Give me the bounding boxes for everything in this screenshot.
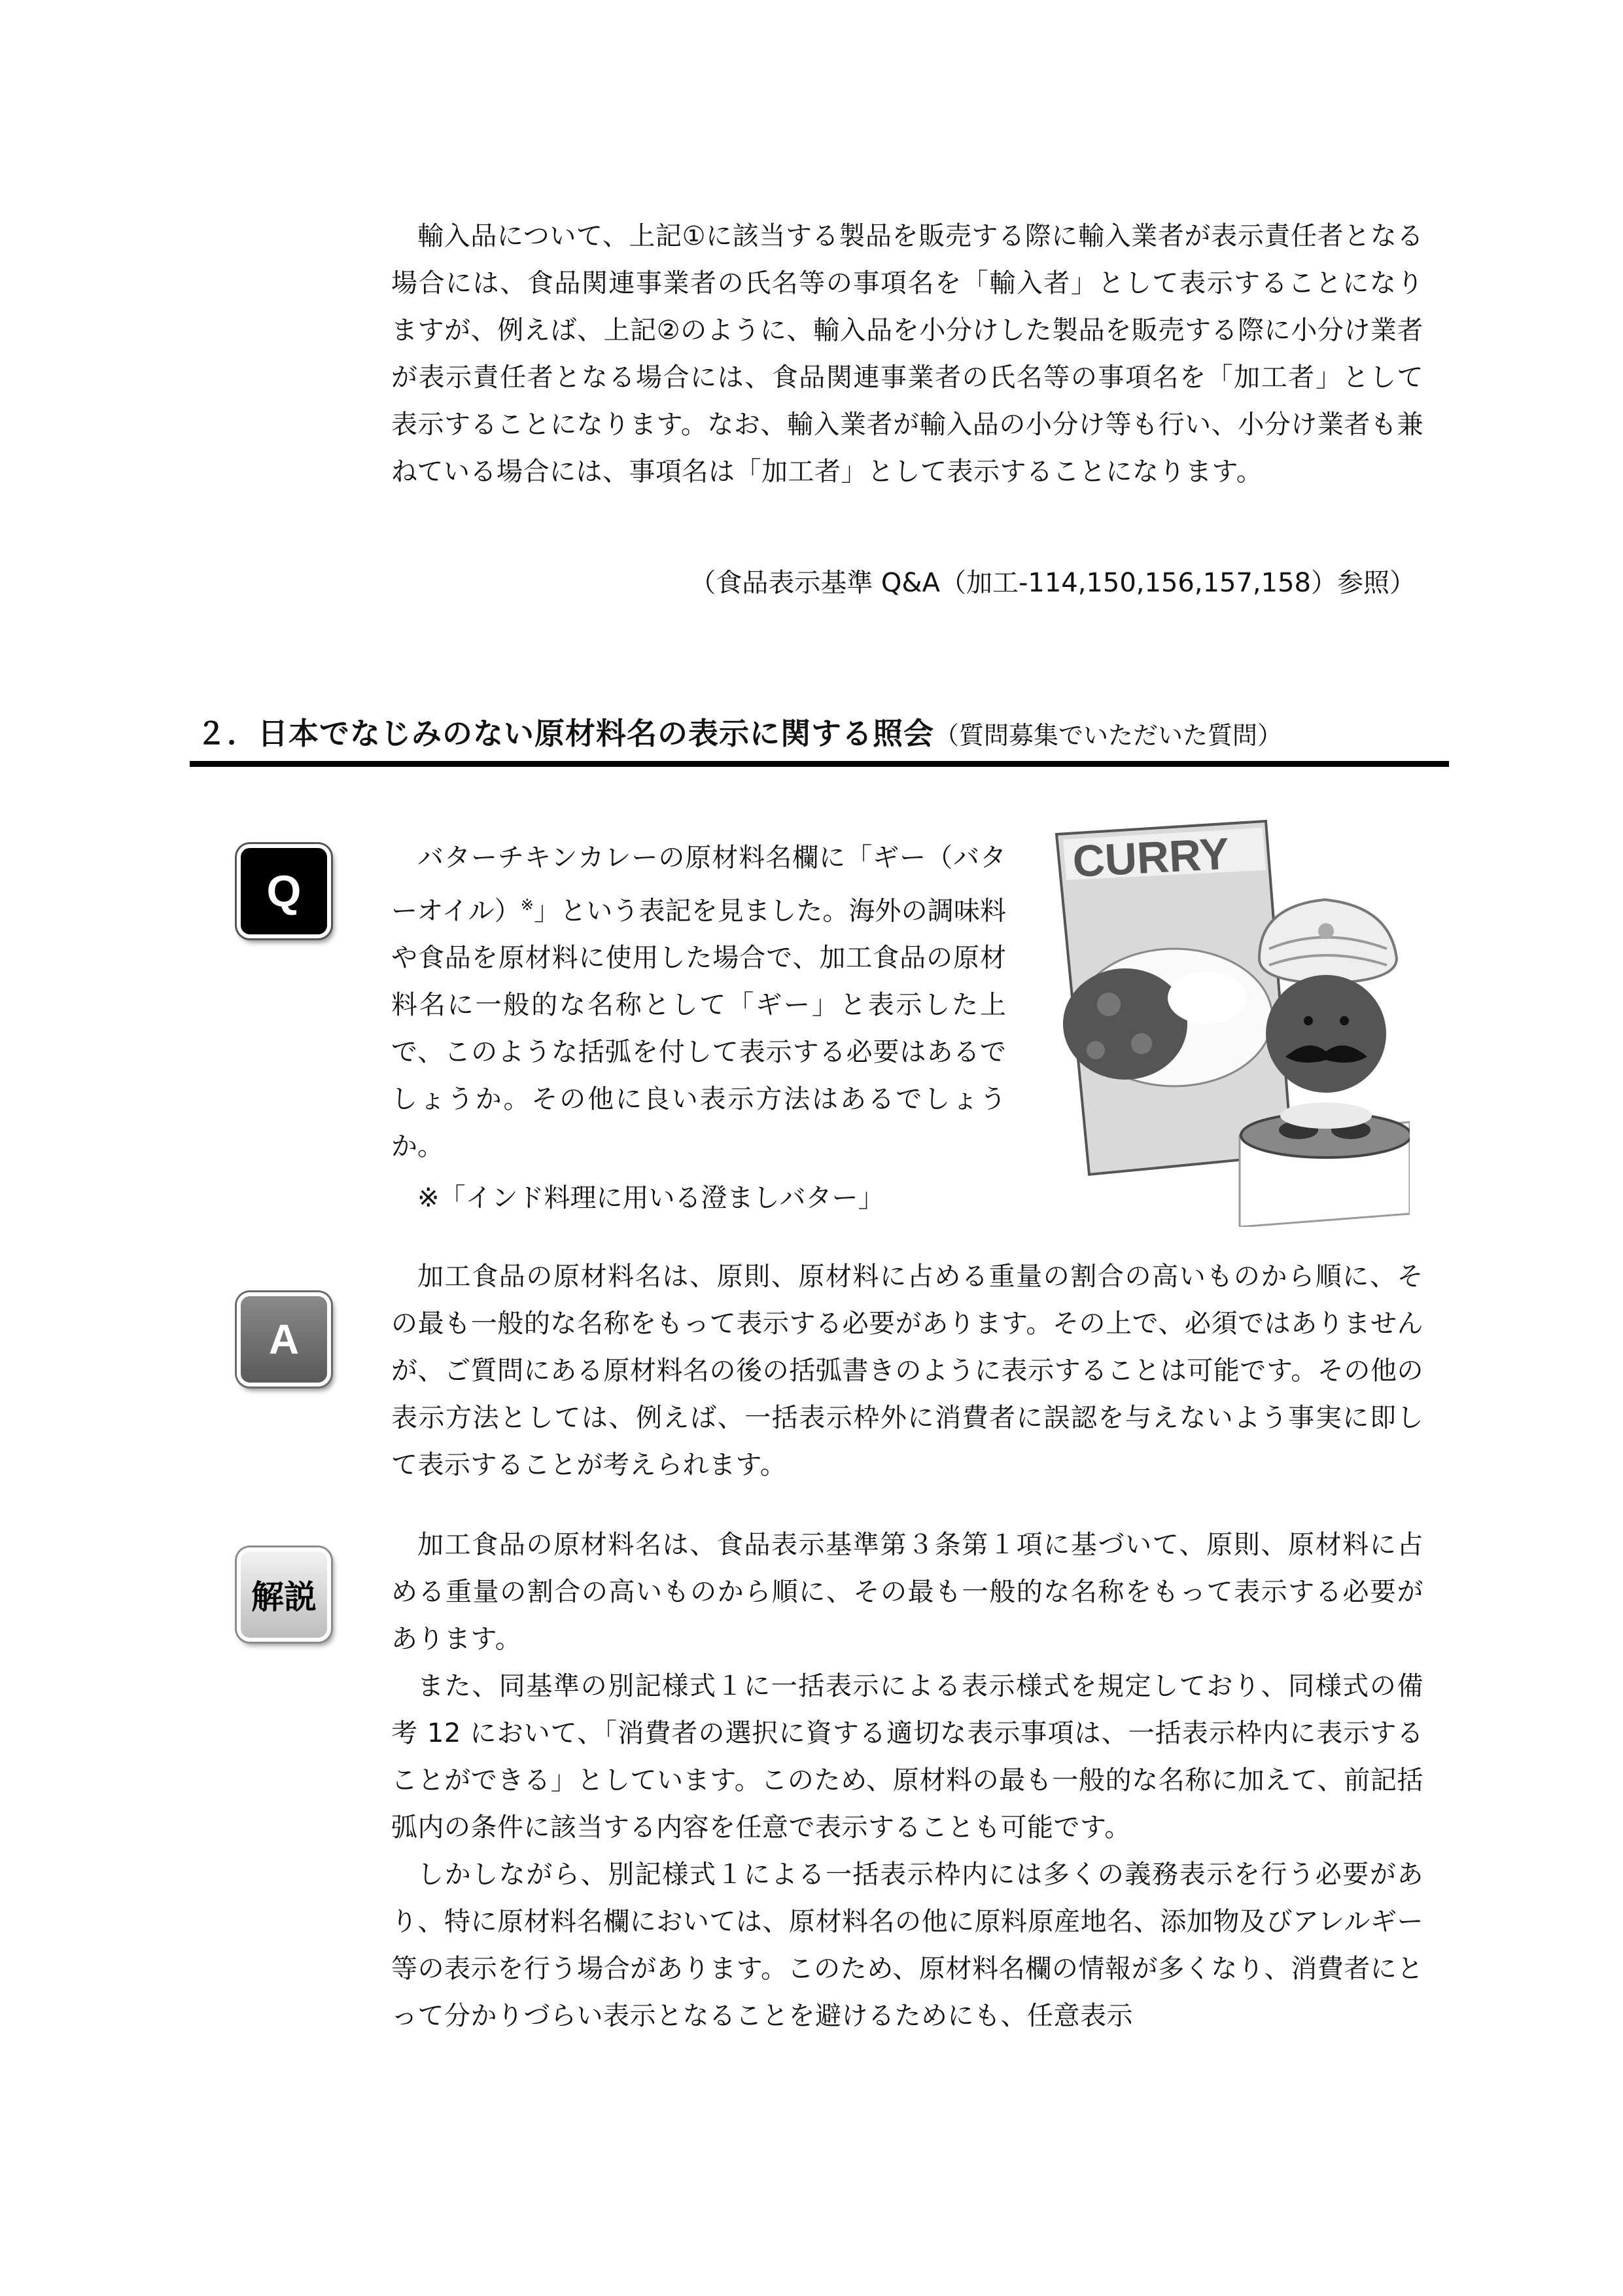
curry-chef-illustration [1043,808,1410,1227]
section-subtitle: （質問募集でいただいた質問） [934,721,1283,750]
heading-underline [190,761,1449,767]
question-text [391,834,1006,1170]
question-text-part1: バターチキンカレーの原材料名欄に「ギー（バターオイル） [391,843,1006,927]
answer-badge [237,1292,331,1386]
commentary-paragraph-2: また、同基準の別記様式１に一括表示による表示様式を規定しており、同様式の備考 12 において、「消費者の選択に資する適切な表示事項は、一括表示枠内に表示することができる」としています。このため、原材料の最も一般的な名称に加えて、前記括弧内の条件に該当する内容を任意で表示することも可能です。 [391,1671,1423,1843]
curry-package-label: CURRY [1071,828,1230,887]
section-title: 日本でなじみのない原材料名の表示に関する照会 [258,716,934,751]
answer-badge-label: A [268,1316,300,1363]
section-number: ２． [196,716,258,751]
question-badge-label: Q [266,866,302,916]
commentary-paragraph-1: 加工食品の原材料名は、食品表示基準第３条第１項に基づいて、原則、原材料に占める重量の割合の高いものから順に、その最も一般的な名称をもって表示する必要があります。 [391,1530,1423,1654]
commentary-badge-label: 解説 [251,1579,317,1616]
intro-reference: （食品表示基準 Q&A（加工-114,150,156,157,158）参照） [689,568,1416,598]
question-badge [237,844,331,938]
question-text-part2: 」という表記を見ました。海外の調味料や食品を原材料に使用した場合で、加工食品の原材料名に一般的な名称として「ギー」と表示した上で、このような括弧を付して表示する必要はあるでしょうか。その他に良い表示方法はあるでしょうか。 [391,896,1007,1162]
commentary-badge [237,1547,331,1642]
section-heading [196,710,1420,756]
question-footnote-mark: ※ [520,896,534,914]
intro-paragraph: 輸入品について、上記①に該当する製品を販売する際に輸入業者が表示責任者となる場合には、食品関連事業者の氏名等の事項名を「輸入者」として表示することになりますが、例えば、上記②のように、輸入品を小分けした製品を販売する際に小分け業者が表示責任者となる場合には、食品関連事業者の氏名等の事項名を「加工者」として表示することになります。なお、輸入業者が輸入品の小分け等も行い、小分け業者も兼ねている場合には、事項名は「加工者」として表示することになります。 [391,221,1423,487]
commentary-paragraph-3: しかしながら、別記様式１による一括表示枠内には多くの義務表示を行う必要があり、特に原材料名欄においては、原材料名の他に原料原産地名、添加物及びアレルギー等の表示を行う場合があります。このため、原材料名欄の情報が多くなり、消費者にとって分かりづらい表示となることを避けるためにも、任意表示 [391,1860,1423,2031]
answer-text: 加工食品の原材料名は、原則、原材料に占める重量の割合の高いものから順に、その最も一般的な名称をもって表示する必要があります。その上で、必須ではありませんが、ご質問にある原材料名の後の括弧書きのように表示することは可能です。その他の表示方法としては、例えば、一括表示枠外に消費者に誤認を与えないよう事実に即して表示することが考えられます。 [391,1262,1423,1480]
question-footnote: ※「インド料理に用いる澄ましバター」 [417,1183,884,1213]
